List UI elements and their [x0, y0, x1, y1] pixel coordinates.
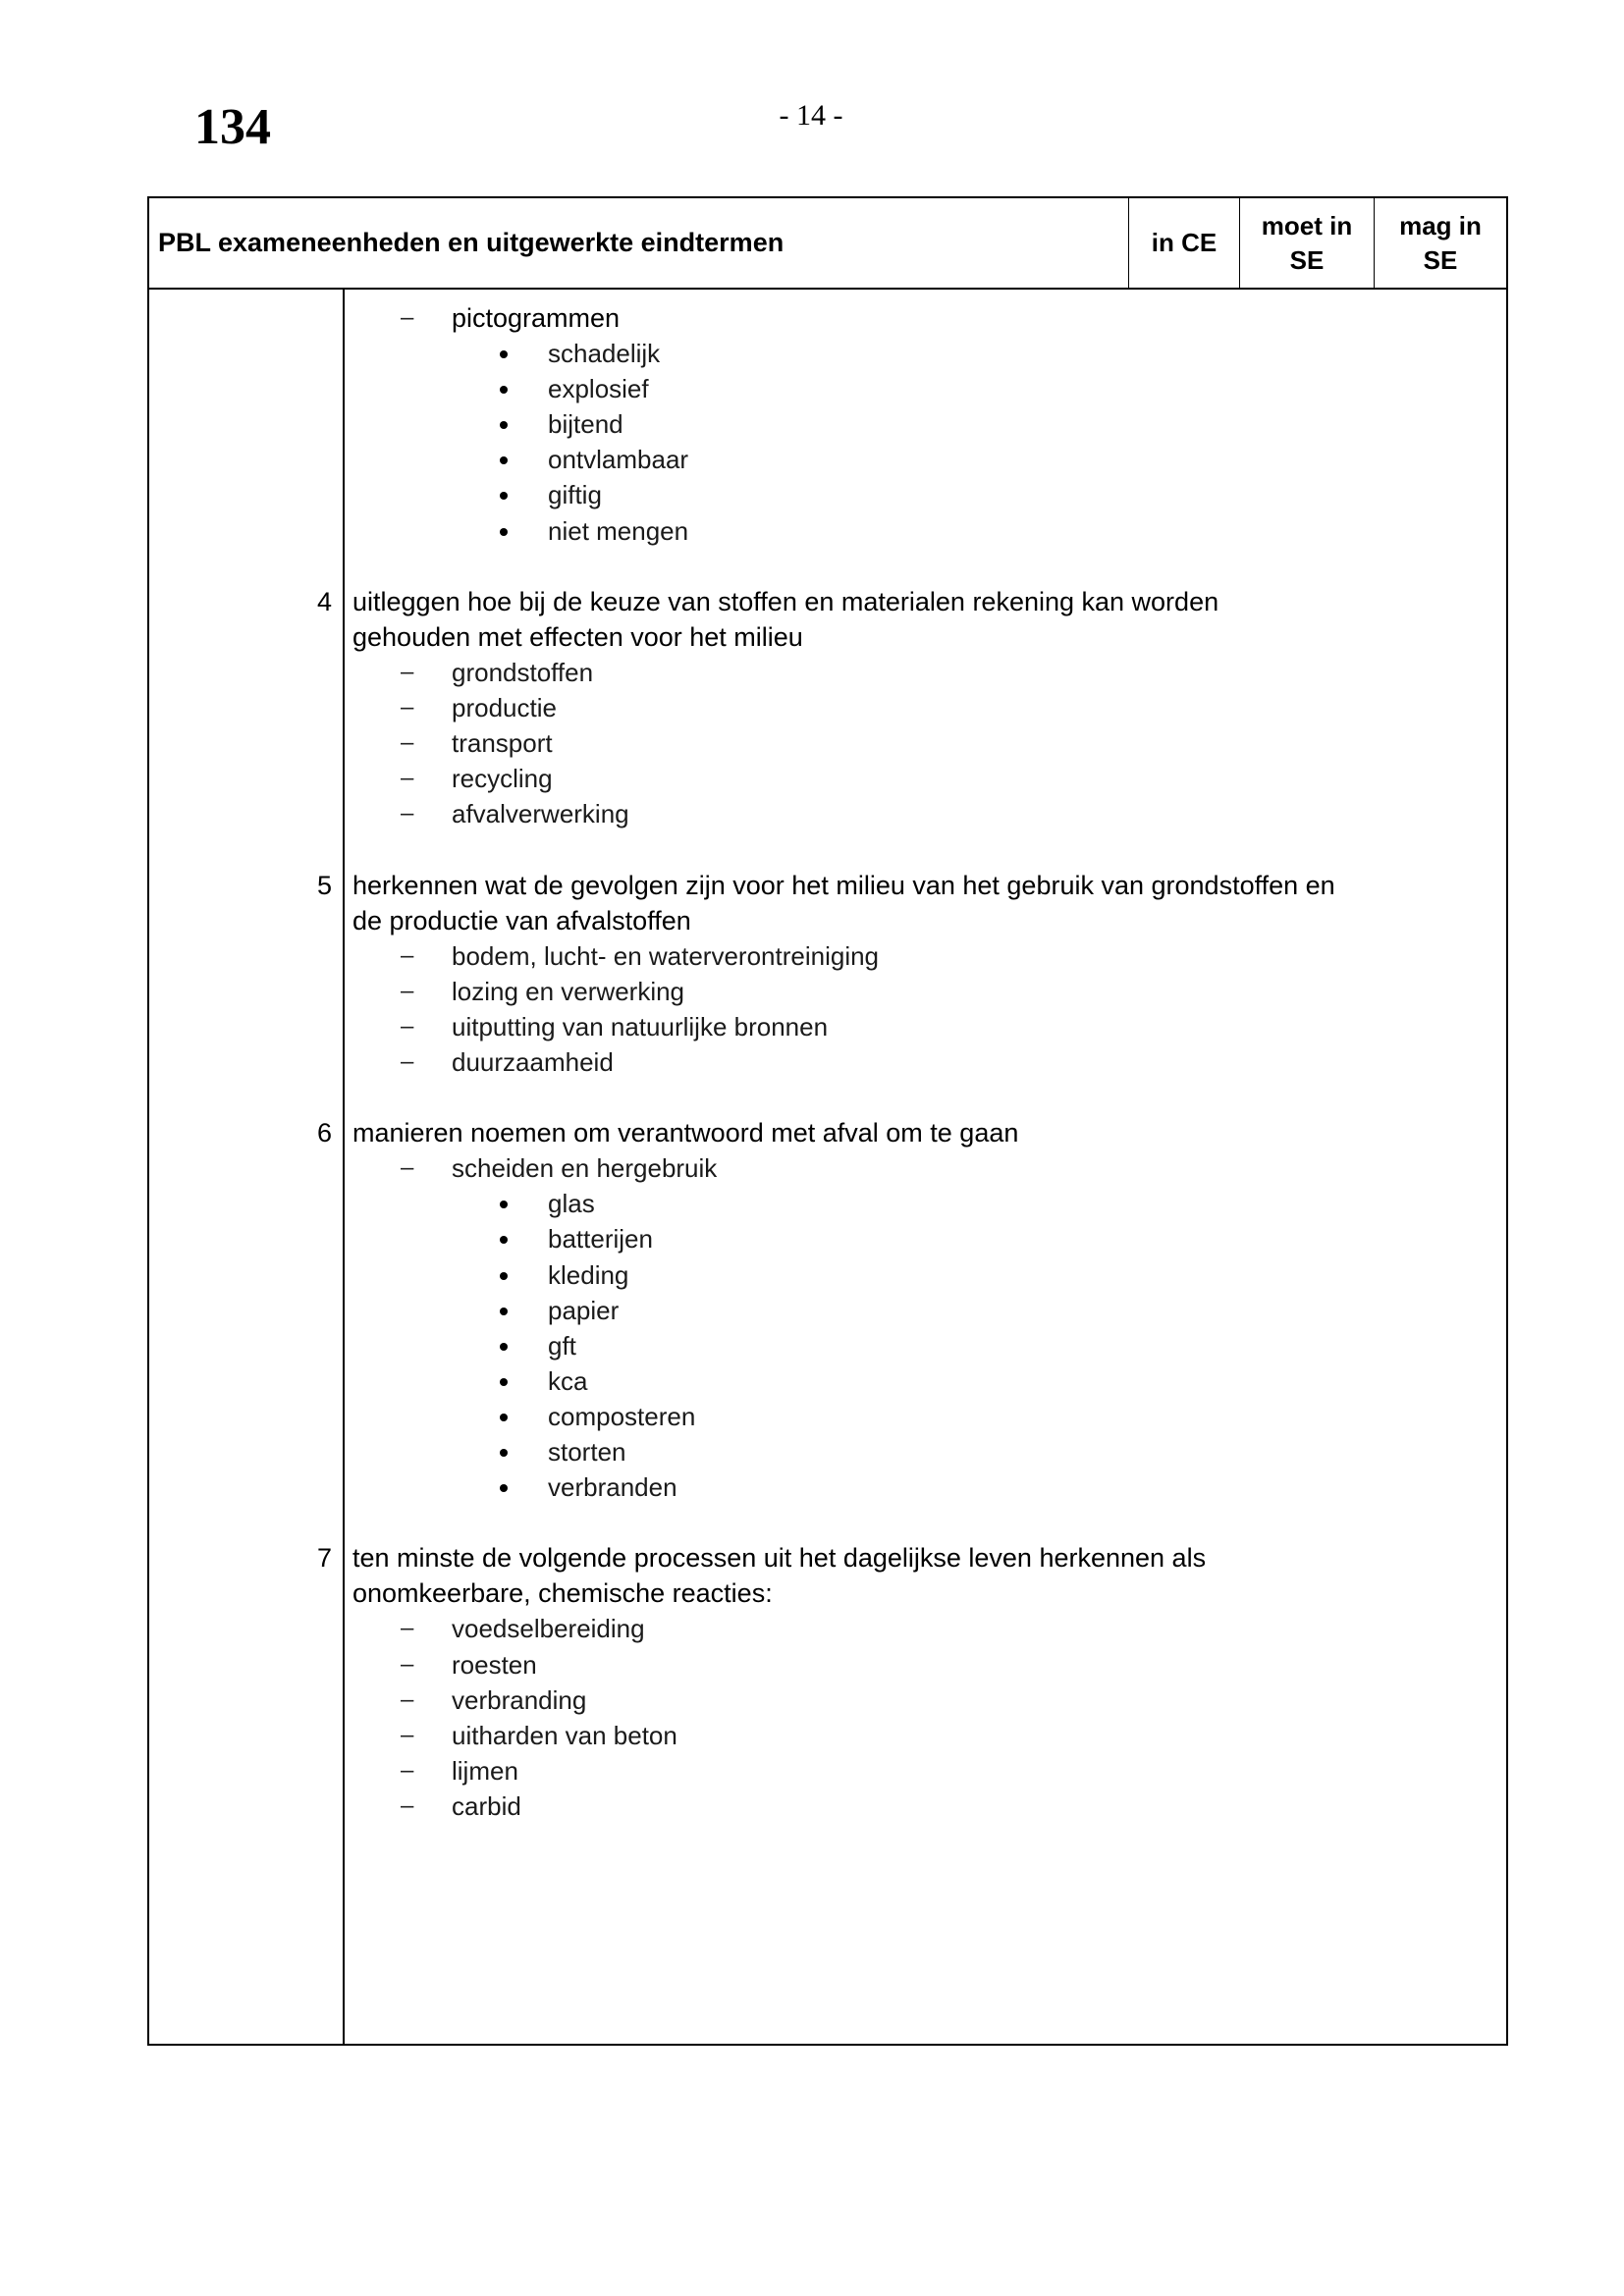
dash-marker: –	[401, 1756, 414, 1784]
list-item	[149, 477, 1506, 512]
dash-item-text: verbranding	[452, 1684, 587, 1715]
header-moet-in-se	[1239, 198, 1374, 288]
document-page-number: 134	[194, 99, 271, 155]
bullet-item-text: batterijen	[548, 1224, 653, 1255]
bullet-item-text: storten	[548, 1437, 626, 1467]
term-number: 5	[316, 870, 332, 900]
list-item	[149, 1753, 1506, 1789]
bullet-icon	[500, 350, 508, 358]
term-text: uitleggen hoe bij de keuze van stoffen en materialen rekening kan worden	[352, 586, 1219, 616]
dash-item-text: voedselbereiding	[452, 1614, 645, 1644]
bullet-item-text: kca	[548, 1365, 588, 1396]
bullet-item-text: ontvlambaar	[548, 445, 689, 475]
dash-item-text: uitputting van natuurlijke bronnen	[452, 1011, 829, 1041]
term-5-line-2	[149, 903, 1506, 938]
dash-marker: –	[401, 729, 414, 757]
header-in-ce: in CE	[1128, 198, 1239, 288]
bullet-item-text: bijtend	[548, 409, 623, 440]
bullet-item-text: giftig	[548, 480, 602, 510]
term-text: onomkeerbare, chemische reacties:	[352, 1578, 773, 1609]
bullet-item-text: gft	[548, 1330, 576, 1361]
bullet-icon	[500, 1236, 508, 1244]
list-item	[149, 1328, 1506, 1363]
dash-marker: –	[401, 1047, 414, 1075]
list-item	[149, 1682, 1506, 1718]
bullet-icon	[500, 1308, 508, 1315]
list-item	[149, 513, 1506, 549]
dash-item-text: recycling	[452, 764, 553, 794]
bullet-item-text: kleding	[548, 1259, 629, 1290]
dash-marker: –	[401, 1650, 414, 1678]
bullet-icon	[500, 1414, 508, 1421]
bullet-icon	[500, 386, 508, 394]
bullet-item-text: papier	[548, 1295, 620, 1325]
list-item	[149, 336, 1506, 371]
table-body-content	[149, 300, 1506, 1824]
dash-marker: –	[401, 1012, 414, 1040]
term-text: manieren noemen om verantwoord met afval om te gaan	[352, 1118, 1019, 1148]
spacer	[149, 1080, 1506, 1115]
bullet-icon	[500, 1343, 508, 1351]
dash-marker: –	[401, 1791, 414, 1819]
dash-item-text: productie	[452, 693, 557, 723]
bullet-item-text: explosief	[548, 374, 649, 404]
dash-marker: –	[401, 941, 414, 969]
header-moet-line1: moet in	[1261, 210, 1353, 240]
list-item	[149, 1718, 1506, 1753]
list-item	[149, 406, 1506, 442]
term-4-line-2	[149, 619, 1506, 655]
spacer	[149, 831, 1506, 867]
term-text: ten minste de volgende processen uit het dagelijkse leven herkennen als	[352, 1543, 1207, 1574]
header-mag-line1: mag in	[1399, 210, 1482, 240]
dash-item-text: duurzaamheid	[452, 1046, 614, 1077]
list-item	[149, 1186, 1506, 1221]
term-text: gehouden met effecten voor het milieu	[352, 621, 803, 652]
dash-item-text: roesten	[452, 1649, 537, 1680]
list-item	[149, 938, 1506, 974]
list-item	[149, 1221, 1506, 1256]
dash-item-text: lijmen	[452, 1755, 518, 1786]
term-5-line-1	[149, 868, 1506, 903]
bullet-item-text: glas	[548, 1189, 595, 1219]
list-item	[149, 1293, 1506, 1328]
header-mag-line2: SE	[1423, 244, 1458, 275]
dash-marker: –	[401, 1721, 414, 1748]
dash-marker: –	[401, 800, 414, 828]
list-item	[149, 761, 1506, 796]
dash-marker: –	[401, 765, 414, 792]
header-moet-line2: SE	[1289, 244, 1325, 275]
bullet-icon	[500, 1378, 508, 1386]
list-item	[149, 1647, 1506, 1682]
bullet-item-text: schadelijk	[548, 339, 661, 369]
term-7-line-2	[149, 1575, 1506, 1611]
dash-item-text: afvalverwerking	[452, 799, 629, 829]
dash-marker: –	[401, 1685, 414, 1713]
dash-marker: –	[401, 1615, 414, 1642]
dash-item-text: scheiden en hergebruik	[452, 1153, 718, 1184]
list-item	[149, 974, 1506, 1009]
list-item	[149, 690, 1506, 725]
exam-units-table	[147, 196, 1508, 2046]
list-item	[149, 1399, 1506, 1434]
term-7-line-1	[149, 1540, 1506, 1575]
list-item	[149, 1789, 1506, 1824]
header-title: PBL exameneenheden en uitgewerkte eindtermen	[158, 228, 785, 257]
bullet-item-text: verbranden	[548, 1472, 677, 1503]
term-text: herkennen wat de gevolgen zijn voor het milieu van het gebruik van grondstoffen en	[352, 870, 1335, 900]
spacer	[149, 1505, 1506, 1540]
dash-item-text: pictogrammen	[452, 303, 621, 333]
list-item	[149, 1009, 1506, 1044]
dash-item-text: uitharden van beton	[452, 1720, 677, 1750]
bullet-icon	[500, 456, 508, 464]
list-item	[149, 655, 1506, 690]
header-mag-in-se	[1374, 198, 1506, 288]
dash-item-text: lozing en verwerking	[452, 976, 685, 1006]
dash-marker: –	[401, 658, 414, 685]
list-item	[149, 1150, 1506, 1186]
table-header-row	[149, 198, 1506, 290]
term-text: de productie van afvalstoffen	[352, 905, 691, 935]
dash-item-text: carbid	[452, 1790, 521, 1821]
bullet-icon	[500, 1272, 508, 1280]
bullet-item-text: niet mengen	[548, 515, 689, 546]
list-item	[149, 300, 1506, 336]
bullet-icon	[500, 528, 508, 536]
list-item	[149, 1044, 1506, 1080]
bullet-icon	[500, 1449, 508, 1457]
dash-item-text: bodem, lucht- en waterverontreiniging	[452, 940, 880, 971]
dash-marker: –	[401, 694, 414, 721]
table-body	[149, 290, 1506, 2044]
spacer	[149, 549, 1506, 584]
term-number: 7	[316, 1543, 332, 1574]
term-6-line-1	[149, 1115, 1506, 1150]
list-item	[149, 1469, 1506, 1505]
list-item	[149, 1434, 1506, 1469]
list-item	[149, 1257, 1506, 1293]
dash-item-text: transport	[452, 728, 553, 759]
list-item	[149, 442, 1506, 477]
term-number: 4	[316, 586, 332, 616]
dash-marker: –	[401, 977, 414, 1004]
bullet-icon	[500, 1201, 508, 1208]
dash-marker: –	[401, 1154, 414, 1182]
bullet-icon	[500, 421, 508, 429]
list-item	[149, 371, 1506, 406]
dash-item-text: grondstoffen	[452, 657, 594, 687]
list-item	[149, 1611, 1506, 1646]
bullet-icon	[500, 492, 508, 500]
list-item	[149, 1363, 1506, 1399]
term-4-line-1	[149, 584, 1506, 619]
bullet-item-text: composteren	[548, 1401, 696, 1431]
term-number: 6	[316, 1118, 332, 1148]
list-item	[149, 725, 1506, 761]
bullet-icon	[500, 1484, 508, 1492]
list-item	[149, 796, 1506, 831]
dash-marker: –	[401, 304, 414, 331]
section-page-label: - 14 -	[779, 99, 843, 132]
